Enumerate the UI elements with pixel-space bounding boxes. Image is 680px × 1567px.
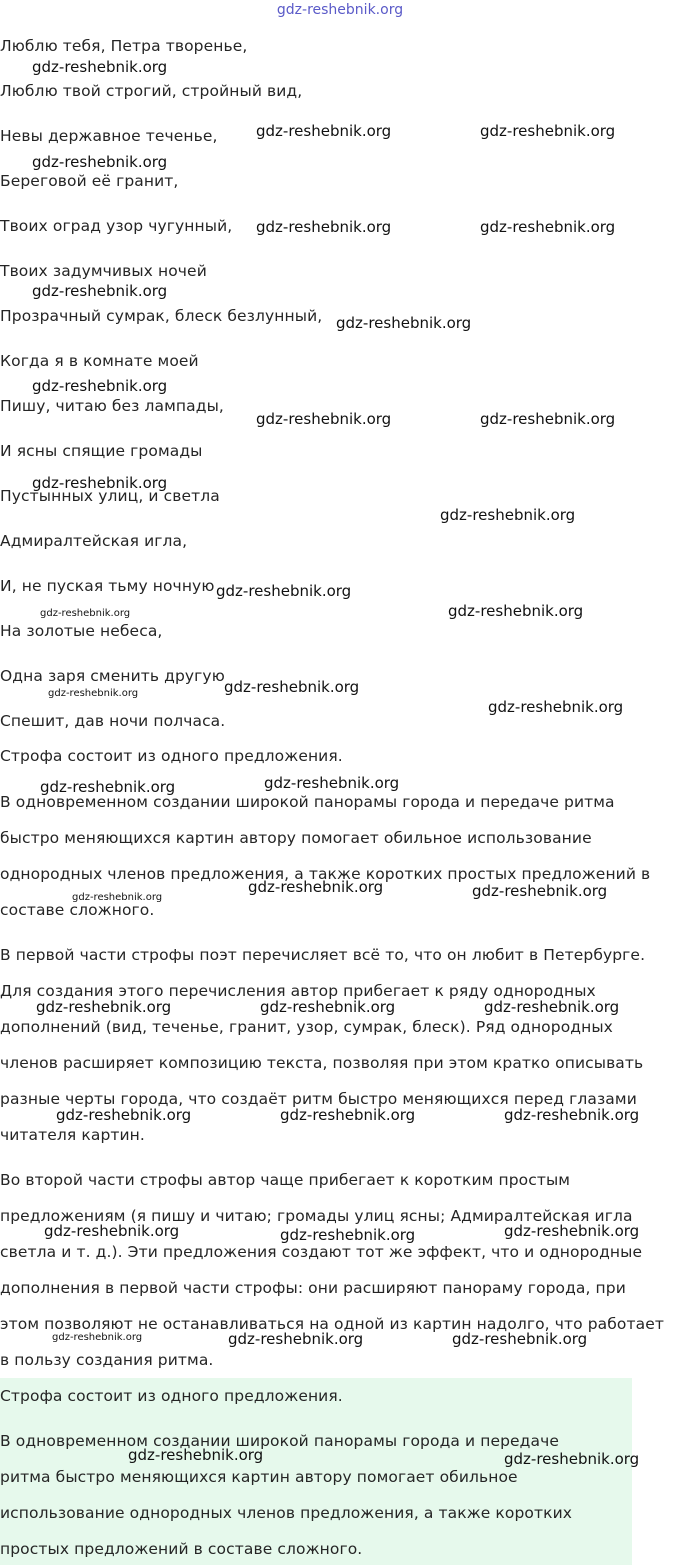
watermark: gdz-reshebnik.org <box>264 774 400 792</box>
watermark: gdz-reshebnik.org <box>32 282 168 300</box>
analysis-line: дополнений (вид, теченье, гранит, узор, сумрак, блеск). Ряд однородных <box>0 1018 613 1036</box>
analysis-line: членов расширяет композицию текста, позволяя при этом кратко описывать <box>0 1054 644 1072</box>
summary-line: ритма быстро меняющихся картин автору помогает обильное <box>0 1468 518 1486</box>
poem-line: Твоих задумчивых ночей <box>0 262 207 280</box>
analysis-line: В первой части строфы поэт перечисляет всё то, что он любит в Петербурге. <box>0 946 646 964</box>
poem-line: Люблю тебя, Петра творенье, <box>0 37 248 55</box>
analysis-line: светла и т. д.). Эти предложения создают тот же эффект, что и однородные <box>0 1243 643 1261</box>
analysis-line: дополнения в первой части строфы: они расширяют панораму города, при <box>0 1279 626 1297</box>
analysis-line: читателя картин. <box>0 1126 145 1144</box>
watermark: gdz-reshebnik.org <box>280 1226 416 1244</box>
watermark: gdz-reshebnik.org <box>72 892 163 903</box>
summary-line: В одновременном создании широкой панорамы города и передаче <box>0 1432 559 1450</box>
poem-line: Прозрачный сумрак, блеск безлунный, <box>0 307 323 325</box>
watermark: gdz-reshebnik.org <box>32 153 168 171</box>
poem-line: И, не пуская тьму ночную <box>0 577 215 595</box>
poem-line: Спешит, дав ночи полчаса. <box>0 712 226 730</box>
watermark: gdz-reshebnik.org <box>480 410 616 428</box>
watermark: gdz-reshebnik.org <box>260 998 396 1016</box>
watermark: gdz-reshebnik.org <box>56 1106 192 1124</box>
watermark: gdz-reshebnik.org <box>216 582 352 600</box>
watermark: gdz-reshebnik.org <box>488 698 624 716</box>
watermark: gdz-reshebnik.org <box>40 608 131 619</box>
analysis-line: Во второй части строфы автор чаще прибегает к коротким простым <box>0 1171 571 1189</box>
watermark: gdz-reshebnik.org <box>452 1330 588 1348</box>
watermark: gdz-reshebnik.org <box>36 998 172 1016</box>
poem-line: Одна заря сменить другую <box>0 667 225 685</box>
watermark: gdz-reshebnik.org <box>44 1222 180 1240</box>
analysis-line: разные черты города, что создаёт ритм быстро меняющихся перед глазами <box>0 1090 637 1108</box>
poem-line: Невы державное теченье, <box>0 127 218 145</box>
watermark: gdz-reshebnik.org <box>504 1450 640 1468</box>
poem-line: На золотые небеса, <box>0 622 163 640</box>
poem-line: Адмиралтейская игла, <box>0 532 188 550</box>
watermark: gdz-reshebnik.org <box>128 1446 264 1464</box>
watermark: gdz-reshebnik.org <box>32 377 168 395</box>
watermark: gdz-reshebnik.org <box>228 1330 364 1348</box>
watermark: gdz-reshebnik.org <box>248 878 384 896</box>
poem-line: И ясны спящие громады <box>0 442 203 460</box>
watermark: gdz-reshebnik.org <box>48 688 139 699</box>
analysis-line: этом позволяют не останавливаться на одной из картин надолго, что работает <box>0 1315 664 1333</box>
poem-line: Твоих оград узор чугунный, <box>0 217 233 235</box>
watermark: gdz-reshebnik.org <box>448 602 584 620</box>
watermark: gdz-reshebnik.org <box>40 778 176 796</box>
site-link[interactable]: gdz-reshebnik.org <box>276 2 404 18</box>
watermark: gdz-reshebnik.org <box>504 1222 640 1240</box>
analysis-line: однородных членов предложения, а также коротких простых предложений в <box>0 865 651 883</box>
watermark: gdz-reshebnik.org <box>52 1332 143 1343</box>
watermark: gdz-reshebnik.org <box>224 678 360 696</box>
summary-line: простых предложений в составе сложного. <box>0 1540 363 1558</box>
watermark: gdz-reshebnik.org <box>256 410 392 428</box>
watermark: gdz-reshebnik.org <box>504 1106 640 1124</box>
analysis-line: Строфа состоит из одного предложения. <box>0 747 343 765</box>
watermark: gdz-reshebnik.org <box>280 1106 416 1124</box>
analysis-line: составе сложного. <box>0 901 155 919</box>
summary-line: использование однородных членов предложения, а также коротких <box>0 1504 573 1522</box>
watermark: gdz-reshebnik.org <box>256 218 392 236</box>
analysis-line: Для создания этого перечисления автор прибегает к ряду однородных <box>0 982 596 1000</box>
analysis-line: быстро меняющихся картин автору помогает обильное использование <box>0 829 592 847</box>
poem-line: Когда я в комнате моей <box>0 352 199 370</box>
watermark: gdz-reshebnik.org <box>484 998 620 1016</box>
watermark: gdz-reshebnik.org <box>32 474 168 492</box>
poem-line: Пишу, читаю без лампады, <box>0 397 224 415</box>
watermark: gdz-reshebnik.org <box>440 506 576 524</box>
watermark: gdz-reshebnik.org <box>336 314 472 332</box>
watermark: gdz-reshebnik.org <box>256 122 392 140</box>
poem-line: Береговой её гранит, <box>0 172 179 190</box>
watermark: gdz-reshebnik.org <box>472 882 608 900</box>
analysis-line: В одновременном создании широкой панорамы города и передаче ритма <box>0 793 615 811</box>
poem-line: Люблю твой строгий, стройный вид, <box>0 82 303 100</box>
watermark: gdz-reshebnik.org <box>480 218 616 236</box>
poem-line: Пустынных улиц, и светла <box>0 487 220 505</box>
analysis-line: в пользу создания ритма. <box>0 1351 214 1369</box>
summary-line: Строфа состоит из одного предложения. <box>0 1387 343 1405</box>
watermark: gdz-reshebnik.org <box>480 122 616 140</box>
analysis-line: предложениям (я пишу и читаю; громады улиц ясны; Адмиралтейская игла <box>0 1207 633 1225</box>
watermark: gdz-reshebnik.org <box>32 58 168 76</box>
